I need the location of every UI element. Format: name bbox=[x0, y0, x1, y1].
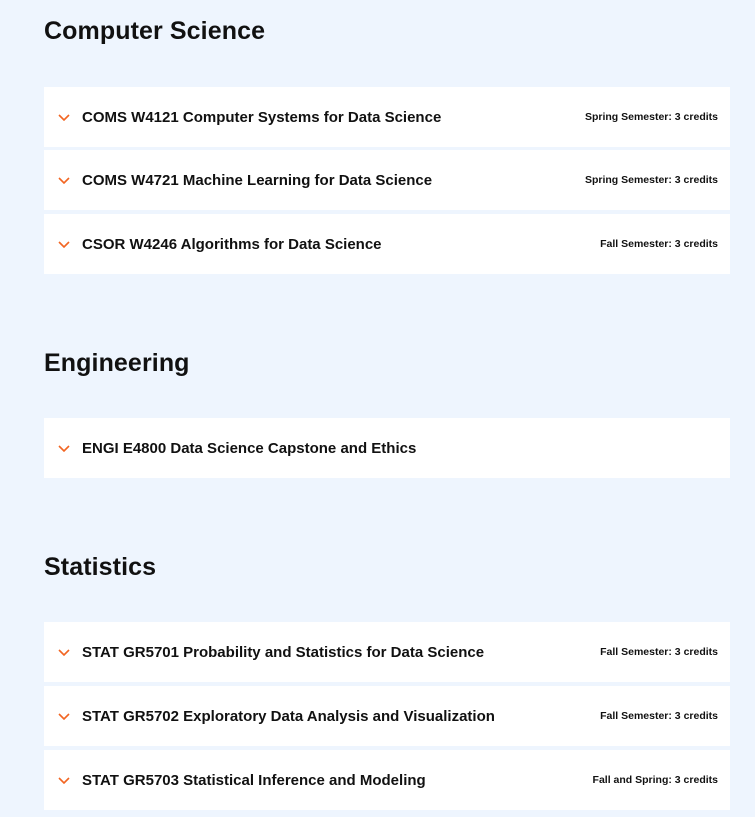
course-row-stat-gr5701[interactable] bbox=[44, 622, 730, 682]
course-row-engi-e4800[interactable] bbox=[44, 418, 730, 478]
course-title: COMS W4121 Computer Systems for Data Science bbox=[82, 108, 442, 126]
course-title: STAT GR5701 Probability and Statistics for Data Science bbox=[82, 643, 485, 661]
course-credits: Fall Semester: 3 credits bbox=[600, 238, 718, 250]
chevron-down-icon bbox=[57, 775, 71, 785]
course-title: ENGI E4800 Data Science Capstone and Ethics bbox=[82, 439, 417, 457]
course-credits: Spring Semester: 3 credits bbox=[584, 111, 718, 123]
course-credits: Spring Semester: 3 credits bbox=[584, 174, 718, 186]
section-title-engineering: Engineering bbox=[44, 349, 190, 377]
course-title: STAT GR5702 Exploratory Data Analysis and Visualization bbox=[82, 707, 495, 725]
section-title-computer-science: Computer Science bbox=[44, 17, 266, 45]
chevron-down-icon bbox=[57, 711, 71, 721]
course-row-stat-gr5703[interactable] bbox=[44, 750, 730, 810]
chevron-down-icon bbox=[57, 112, 71, 122]
course-row-coms-w4721[interactable] bbox=[44, 150, 730, 210]
chevron-down-icon bbox=[57, 647, 71, 657]
course-row-coms-w4121[interactable] bbox=[44, 87, 730, 147]
chevron-down-icon bbox=[57, 175, 71, 185]
course-row-csor-w4246[interactable] bbox=[44, 214, 730, 274]
course-title: CSOR W4246 Algorithms for Data Science bbox=[82, 235, 382, 253]
course-credits: Fall Semester: 3 credits bbox=[600, 710, 718, 722]
course-row-stat-gr5702[interactable] bbox=[44, 686, 730, 746]
chevron-down-icon bbox=[57, 239, 71, 249]
course-title: STAT GR5703 Statistical Inference and Modeling bbox=[82, 771, 426, 789]
course-credits: Fall and Spring: 3 credits bbox=[592, 774, 718, 786]
course-title: COMS W4721 Machine Learning for Data Science bbox=[82, 171, 433, 189]
section-title-statistics: Statistics bbox=[44, 553, 157, 581]
course-credits: Fall Semester: 3 credits bbox=[600, 646, 718, 658]
chevron-down-icon bbox=[57, 443, 71, 453]
